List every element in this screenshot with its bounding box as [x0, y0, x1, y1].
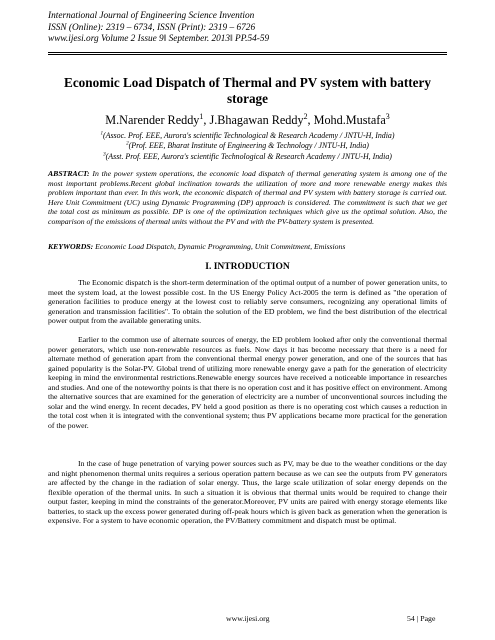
- author-sup: 1: [199, 111, 204, 121]
- affiliation-sup: 3: [103, 151, 106, 158]
- header-rule-bottom: [48, 54, 447, 55]
- author-list: M.Narender Reddy$^1$, J.Bhagawan Reddy$^2$, Mohd.Mustafa$^3$: [105, 111, 390, 127]
- abstract-text: In the power system operations, the economic load dispatch of thermal generating system is among one of the most important problems.Recent global inclination towards the utilization of more and more renewable energy makes this problem important than ever. In this work, the economic dispatch of thermal and PV system with battery storage is carried out. Here Unit Commitment (UC) using Dynamic Programming (DP) approach is considered. The commitment is such that we get the total cost as minimum as possible. DP is one of the optimization techniques which give us the optimal solution. Also, the comparison of the emissions of thermal units without the PV and with the PV-battery system is presented.: [48, 169, 447, 226]
- affiliation: [48, 152, 447, 162]
- body-paragraph: The Economic dispatch is the short-term determination of the optimal output of a number of power generation units, to meet the system load, at the lowest possible cost. In the US Energy Policy Act-2005 the term is defined as "the operation of generation facilities to produce energy at the lowest cost to reliably serve consumers, recognizing any operational limits of generation and transmission facilities". To obtain the solution of the ED problem, we find the best distribution of the electrical power output from the available generating units.: [48, 278, 447, 326]
- keywords-label: KEYWORDS:: [48, 242, 94, 251]
- paper-title: Economic Load Dispatch of Thermal and PV system with battery storage: [64, 75, 431, 106]
- keywords: [48, 242, 447, 252]
- affiliation-sup: 1: [100, 130, 104, 137]
- affiliation: [48, 141, 447, 151]
- keywords-text: Economic Load Dispatch, Dynamic Programming, Unit Commitment, Emissions: [95, 242, 346, 251]
- abstract-label: ABSTRACT:: [48, 169, 90, 178]
- author-name: Mohd.Mustafa: [313, 113, 386, 127]
- affiliation-sup: 2: [126, 140, 129, 147]
- body-paragraph: In the case of huge penetration of varying power sources such as PV, may be due to the weather conditions or the day and night phenomenon thermal units requires a serious operation pattern because as we can see the outputs from PV generators are affected by the change in the radiation of solar energy. Thus, the large scale utilization of solar energy depends on the flexible operation of the thermal units. In such a situation it is obvious that thermal units would be required to change their output faster, keeping in mind the constraints of the generator.Moreover, PV units are paired with energy storage elements like batteries, to stack up the excess power generated during off-peak hours which is given back as generation when the generation is expensive. For a system to have economic operation, the PV/Battery commitment and dispatch must be optimal.: [48, 459, 447, 526]
- abstract: [48, 169, 447, 227]
- journal-volume: www.ijesi.org Volume 2 Issue 9ǁ September. 2013ǁ PP.54-59: [48, 34, 270, 44]
- author-sup: 3: [385, 111, 390, 121]
- header-rule-top: [48, 52, 447, 53]
- journal-issn: ISSN (Online): 2319 – 6734, ISSN (Print): 2319 – 6726: [48, 22, 256, 33]
- affiliation-list: [48, 131, 447, 162]
- journal-header: [48, 11, 448, 46]
- footer-page-number: 54 | Page: [407, 614, 436, 623]
- affiliation-text: (Assoc. Prof. EEE, Aurora's scientific Technological & Research Academy / JNTU-H, India): [103, 131, 395, 140]
- footer-url: www.ijesi.org: [226, 614, 270, 623]
- affiliation-text: (Asst. Prof. EEE, Aurora's scientific Technological & Research Academy / JNTU-H, India): [105, 151, 392, 161]
- author-name: J.Bhagawan Reddy: [209, 113, 304, 127]
- body-paragraph: Earlier to the common use of alternate sources of energy, the ED problem looked after only the conventional thermal power generators, which use non-renewable resources as fuels. Now days it has become necessary that there is a need for alternate method of generation apart from the conventional thermal energy power generation, and one of the sources that has gained popularity is the Solar-PV. Global trend of utilizing more renewable energy gave a path for the generation of electricity keeping in mind the environmental restrictions.Renewable energy sources have received a noticeable importance in researches and studies. And one of the noteworthy points is that there is no operation cost and it has positive effect on environment. Among the alternative sources that are examined for the generation of electricity are a number of unconventional sources including the solar and the wind energy. In recent decades, PV held a good position as there is no operating cost which causes a reduction in the total cost when it is integrated with the conventional system; thus PV applications became more practical for the generation of the power.: [48, 335, 447, 430]
- journal-name: International Journal of Engineering Science Invention: [48, 11, 255, 21]
- affiliation-text: (Prof. EEE, Bharat Institute of Engineering & Technology / JNTU-H, India): [128, 141, 369, 151]
- affiliation: [48, 131, 447, 141]
- author-name: M.Narender Reddy: [105, 113, 200, 127]
- section-heading: I. INTRODUCTION: [205, 262, 290, 272]
- author-sup: 2: [303, 111, 308, 121]
